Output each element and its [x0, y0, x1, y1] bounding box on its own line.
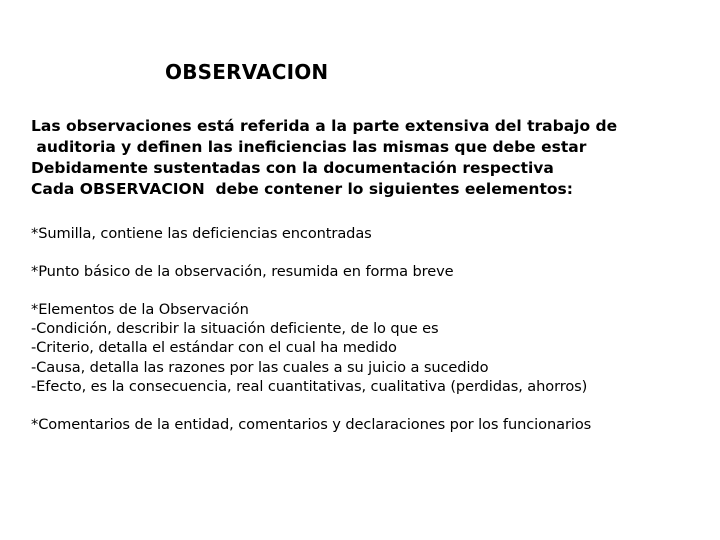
comentarios-text: *Comentarios de la entidad, comentarios y declaraciones por los funcionarios	[31, 416, 592, 433]
elemento-efecto: -Efecto, es la consecuencia, real cuantitativas, cualitativa (perdidas, ahorros)	[31, 377, 588, 395]
elemento-criterio: -Criterio, detalla el estándar con el cual ha medido	[31, 339, 397, 357]
slide-title: OBSERVACION	[165, 60, 329, 84]
intro-line-1: Las observaciones está referida a la parte extensiva del trabajo de	[31, 117, 618, 135]
item-comentarios	[31, 415, 591, 434]
item-sumilla	[31, 224, 372, 243]
punto-basico-text: *Punto básico de la observación, resumida en forma breve	[31, 263, 454, 280]
elemento-condicion: -Condición, describir la situación deficiente, de lo que es	[31, 320, 439, 338]
item-punto-basico	[31, 262, 454, 281]
item-elementos	[31, 300, 587, 396]
sumilla-text: *Sumilla, contiene las deficiencias encontradas	[31, 225, 372, 242]
intro-line-4: Cada OBSERVACION debe contener lo siguientes eelementos:	[31, 180, 573, 198]
intro-paragraph	[31, 116, 617, 200]
elemento-causa: -Causa, detalla las razones por las cuales a su juicio a sucedido	[31, 358, 489, 376]
intro-line-3: Debidamente sustentadas con la documentación respectiva	[31, 159, 554, 177]
intro-line-2: auditoria y definen las ineficiencias las mismas que debe estar	[31, 138, 587, 156]
elementos-heading: *Elementos de la Observación	[31, 301, 249, 318]
